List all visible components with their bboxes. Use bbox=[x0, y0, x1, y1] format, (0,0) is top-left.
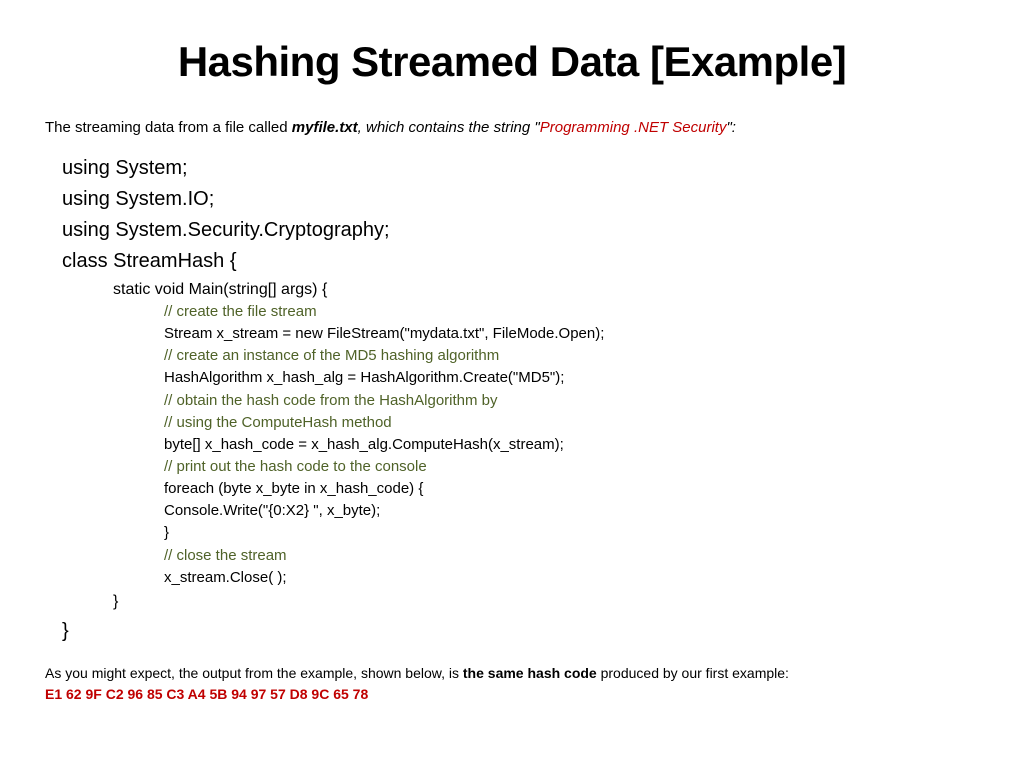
code-line-class-open: class StreamHash { bbox=[62, 250, 237, 272]
intro-prefix: The streaming data from a file called bbox=[45, 119, 292, 136]
code-statement: foreach (byte x_byte in x_hash_code) { bbox=[164, 480, 424, 497]
hash-output: E1 62 9F C2 96 85 C3 A4 5B 94 97 57 D8 9C 65 78 bbox=[45, 686, 369, 702]
outro-bold: the same hash code bbox=[462, 665, 597, 681]
code-statement: byte[] x_hash_code = x_hash_alg.ComputeHash(x_stream); bbox=[164, 436, 564, 453]
code-line-using-crypto: using System.Security.Cryptography; bbox=[62, 219, 390, 241]
code-line-using-io: using System.IO; bbox=[62, 188, 215, 210]
code-line-main-close: } bbox=[113, 593, 119, 610]
code-line-class-close: } bbox=[62, 620, 69, 642]
intro-filename: myfile.txt bbox=[291, 119, 358, 136]
slide-title: Hashing Streamed Data [Example] bbox=[177, 38, 847, 85]
intro-text bbox=[45, 118, 736, 138]
code-comment: // print out the hash code to the console bbox=[164, 458, 427, 475]
code-comment: // create the file stream bbox=[164, 303, 317, 320]
intro-string: Programming .NET Security bbox=[539, 119, 727, 136]
outro-suffix: produced by our first example: bbox=[596, 665, 789, 681]
code-line-main-open: static void Main(string[] args) { bbox=[113, 281, 328, 298]
code-statement: x_stream.Close( ); bbox=[164, 569, 287, 586]
code-statement: Stream x_stream = new FileStream("mydata.txt", FileMode.Open); bbox=[164, 325, 605, 342]
code-comment: // using the ComputeHash method bbox=[164, 414, 392, 431]
code-comment: // create an instance of the MD5 hashing algorithm bbox=[164, 347, 500, 364]
code-line-using-system: using System; bbox=[62, 157, 188, 179]
outro-text bbox=[45, 663, 789, 683]
code-comment: // obtain the hash code from the HashAlgorithm by bbox=[164, 392, 498, 409]
code-statement: HashAlgorithm x_hash_alg = HashAlgorithm.Create("MD5"); bbox=[164, 369, 565, 386]
intro-suffix: ": bbox=[726, 119, 736, 136]
code-statement: Console.Write("{0:X2} ", x_byte); bbox=[164, 502, 381, 519]
outro-prefix: As you might expect, the output from the example, shown below, is bbox=[45, 665, 463, 681]
code-statement: } bbox=[164, 524, 170, 541]
code-comment: // close the stream bbox=[164, 547, 287, 564]
intro-middle: , which contains the string " bbox=[357, 119, 540, 136]
